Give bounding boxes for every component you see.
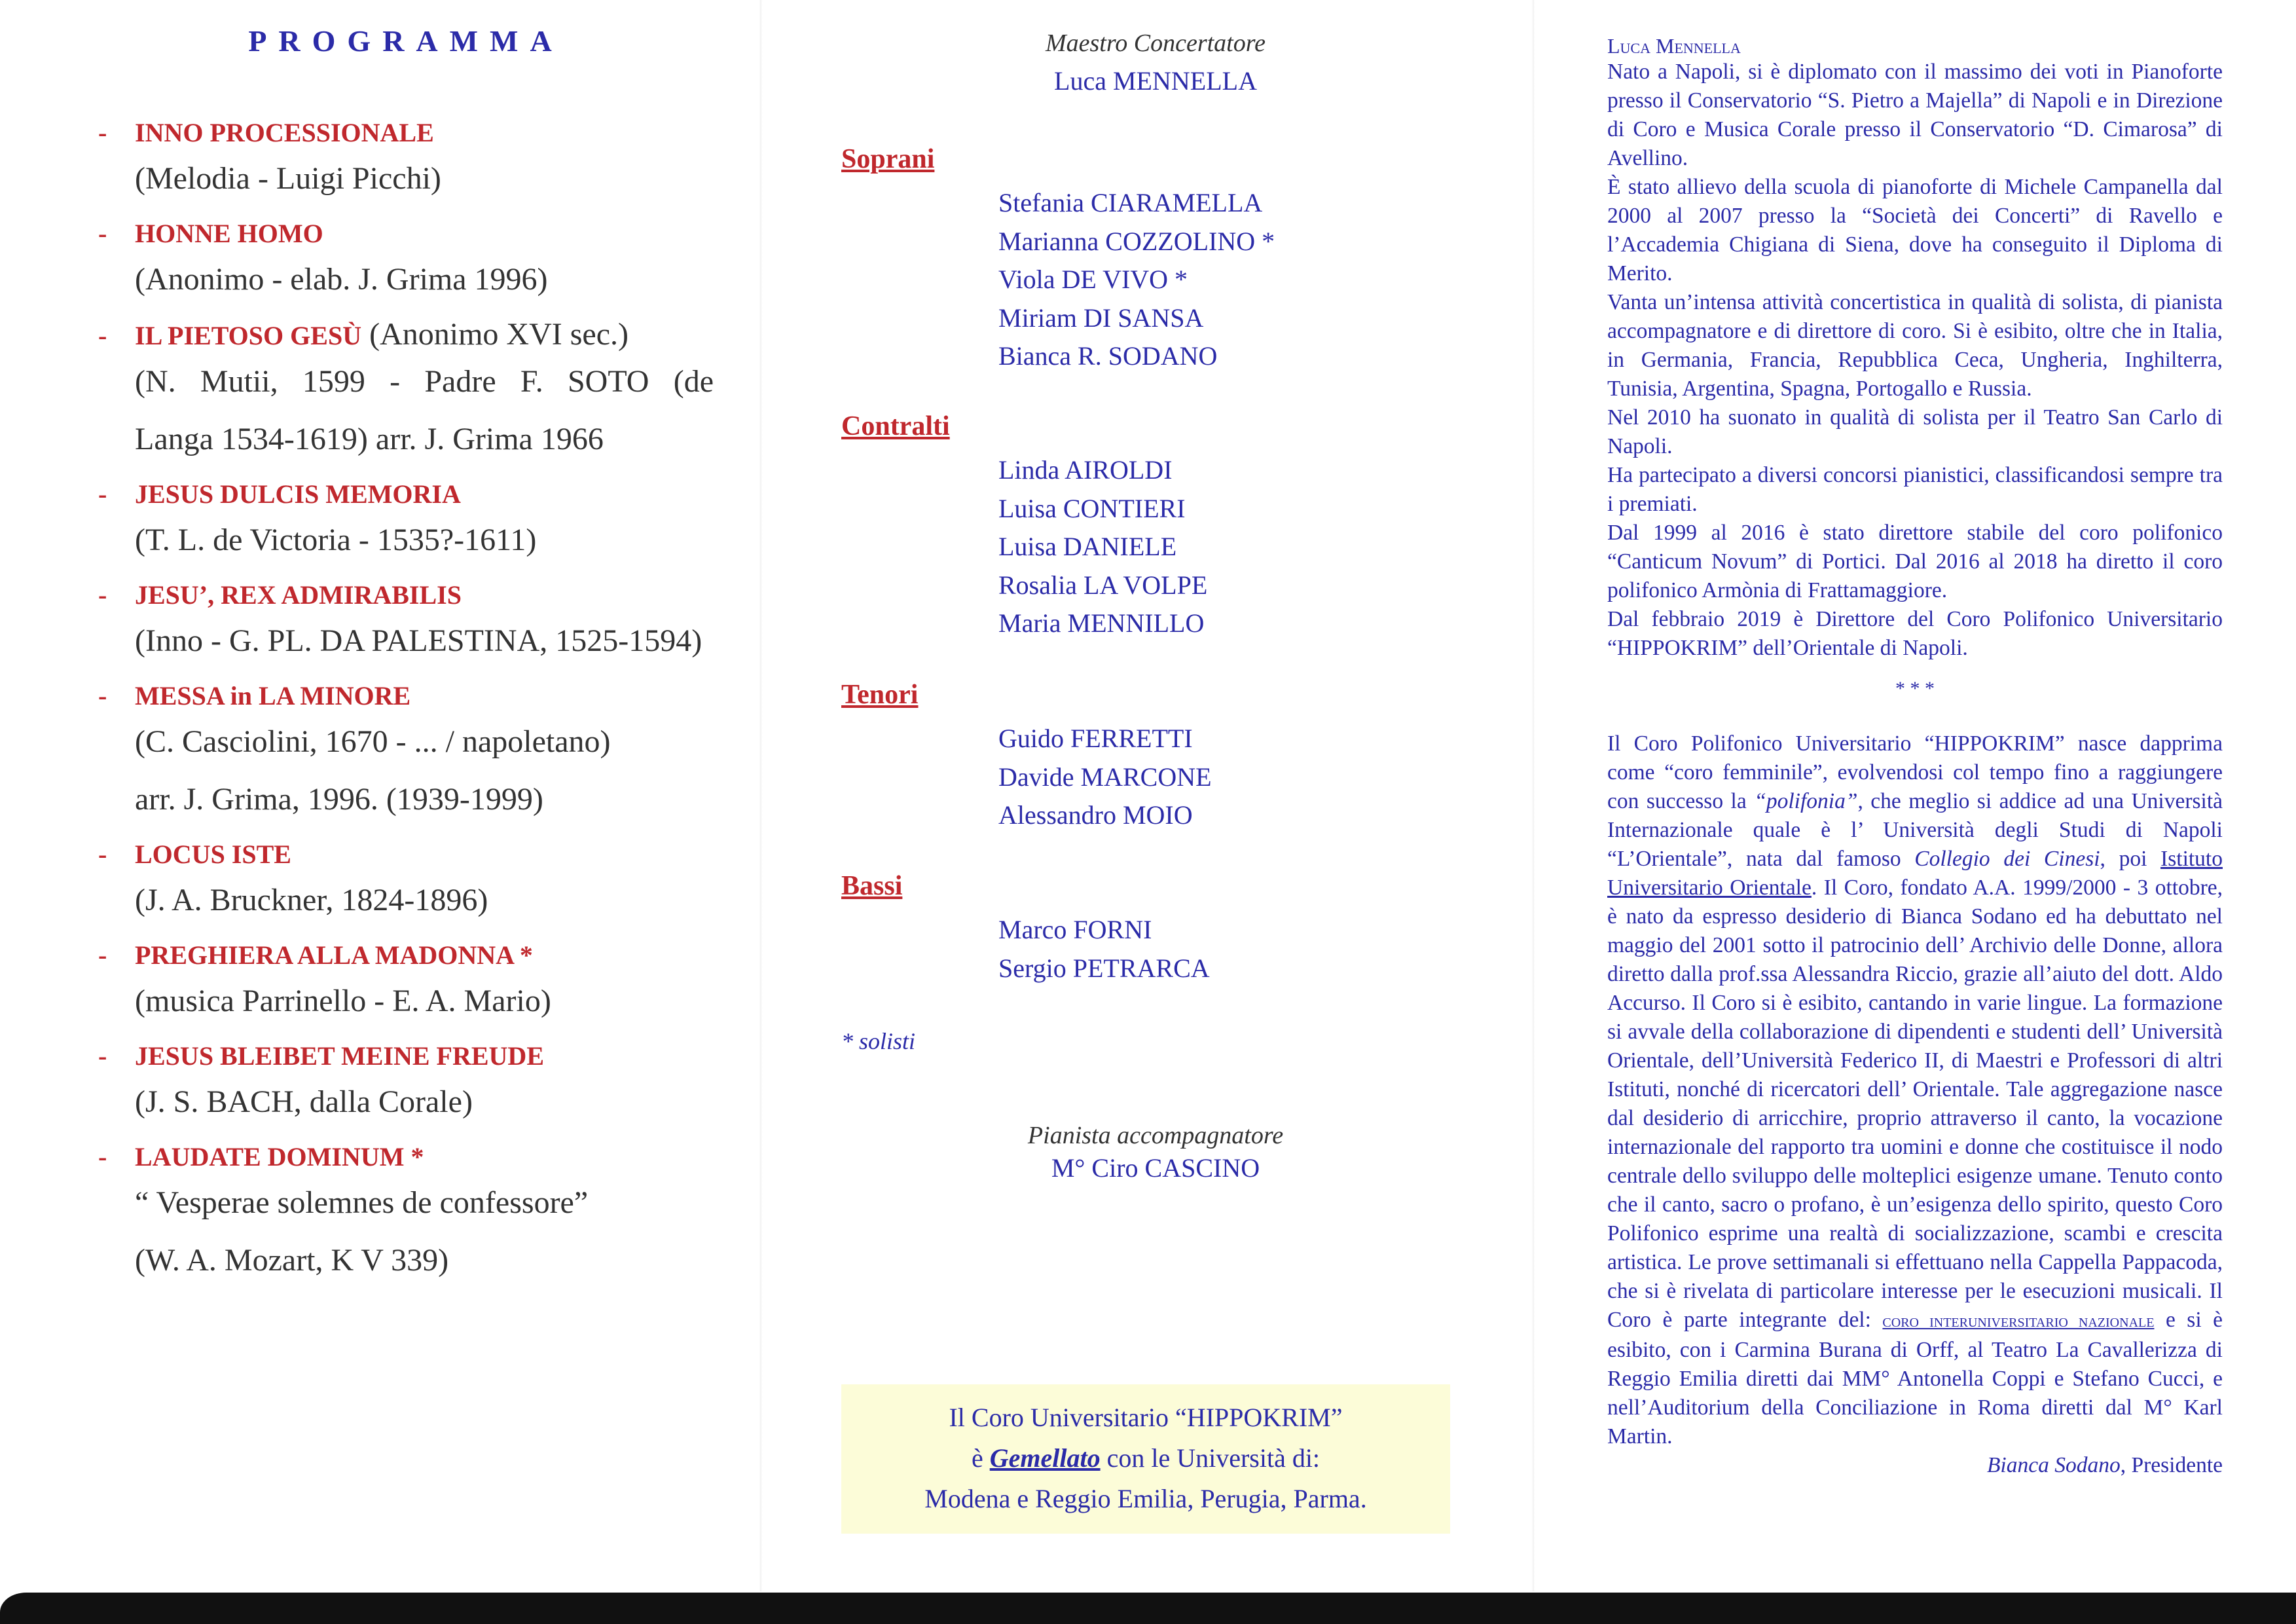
programma-item: [98, 937, 714, 1031]
member: Stefania CIARAMELLA: [998, 188, 1263, 217]
programma-item-heading: [98, 577, 714, 614]
signature-name: Bianca Sodano: [1986, 1453, 2121, 1477]
coro-paragraph: Il Coro Polifonico Universitario “HIPPOKRIM” nasce dapprima come “coro femminile”, evolvendosi col tempo fino a raggiungere con successo la “polifonia”, che meglio si addice ad una Università Internazionale quale è l’ Università degli Studi di Napoli “L’Orientale”, nata dal famoso Collegio dei Cinesi, poi Istituto Universitario Orientale. Il Coro, fondato A.A. 1999/2000 - 3 ottobre, è nato da espresso desiderio di Bianca Sodano ed ha debuttato nel maggio del 2001 sotto il patrocinio dell’ Archivio delle Donne, allora diretto dalla prof.ssa Alessandra Riccio, grazie all’aiuto del dott. Aldo Accurso. Il Coro si è esibito, cantando in varie lingue. La formazione si avvale della collaborazione di dipendenti e studenti dell’ Università Orientale, dell’Università Federico II, di Maestri e Professori di altri Istituti, nonché di ricercatori dell’ Orientale. Tale aggregazione nasce dal desiderio di arricchire, proprio attraverso il canto, la vocazione internazionale del rapporto tra uomini e donne che costituisce il nodo centrale dello sviluppo delle molteplici esigenze umane. Tenuto conto che il canto, sacro o profano, è un’esigenza dello spirito, questo Coro Polifonico esprime una realtà di socializzazione, scambi e crescita artistica. Le prove settimanali si effettuano nella Cappella Pappacoda, che si è rivelata di particolare interesse per le esecuzioni musicali. Il Coro è parte integrante del: coro interuniversitario nazionale e si è esibito, con i Carmina Burana di Orff, al Teatro La Cavallerizza di Reggio Emilia diretti dai MM° Antonella Coppi e Stefano Cucci, e nell’Auditorium della Conciliazione in Roma diretti dal M° Karl Martin.: [1607, 731, 2223, 1449]
list-dash: -: [98, 321, 107, 350]
programma-item: [98, 1139, 714, 1291]
bio-paragraph: Nel 2010 ha suonato in qualità di solista per il Teatro San Carlo di Napoli.: [1607, 405, 2223, 458]
piece-detail: arr. J. Grima, 1996. (1939-1999): [135, 782, 543, 817]
signature-role: , Presidente: [2120, 1453, 2223, 1477]
member: Bianca R. SODANO: [998, 341, 1218, 371]
member: Sergio PETRARCA: [998, 953, 1210, 983]
member: Miriam DI SANSA: [998, 303, 1204, 333]
piece-detail: (J. S. BACH, dalla Corale): [135, 1084, 473, 1119]
section-contralti: [841, 411, 1207, 643]
piece-extra: (Anonimo XVI sec.): [361, 317, 629, 352]
member: Luisa DANIELE: [998, 532, 1177, 561]
piece-title: IL PIETOSO GESÙ: [135, 321, 362, 350]
bio-paragraph: Ha partecipato a diversi concorsi pianistici, classificandosi sempre tra i premiati.: [1607, 463, 2223, 516]
list-dash: -: [98, 940, 107, 970]
member: Viola DE VIVO *: [998, 265, 1188, 294]
piece-title: HONNE HOMO: [135, 219, 323, 248]
section-soprani: [841, 143, 1275, 376]
programma-item-heading: [98, 476, 714, 513]
section-separator: * * *: [1895, 678, 1935, 699]
piece-detail: Langa 1534-1619) arr. J. Grima 1966: [135, 422, 604, 456]
piece-detail: (W. A. Mozart, K V 339): [135, 1243, 449, 1278]
twinning-box: [841, 1384, 1450, 1534]
bio-paragraph: Dal 1999 al 2016 è stato direttore stabile del coro polifonico “Canticum Novum” di Portici. Dal 2016 al 2018 ha diretto il coro polifonico Armònia di Frattamaggiore.: [1607, 521, 2223, 602]
list-dash: -: [98, 1142, 107, 1172]
maestro-name: Luca MENNELLA: [1054, 66, 1257, 96]
list-dash: -: [98, 479, 107, 509]
piece-detail: (Melodia - Luigi Picchi): [135, 161, 441, 196]
piece-title: JESUS BLEIBET MEINE FREUDE: [135, 1041, 544, 1071]
fold-line-left: [759, 0, 762, 1591]
bio-paragraph: Vanta un’intensa attività concertistica in qualità di solista, di pianista accompagnatore e di direttore di coro. Si è esibito, oltre che in Italia, in Germania, Francia, Repubblica Ceca, Ungheria, Inghilterra, Tunisia, Argentina, Spagna, Portogallo e Russia.: [1607, 290, 2223, 401]
programma-item: [98, 215, 714, 310]
bio-name: Luca Mennella: [1607, 34, 1741, 58]
bio-paragraph: Nato a Napoli, si è diplomato con il massimo dei voti in Pianoforte presso il Conservatorio “S. Pietro a Majella” di Napoli e in Direzione di Coro e Musica Corale presso il Conservatorio “D. Cimarosa” di Avellino.: [1607, 60, 2223, 170]
programma-column: [98, 24, 714, 1297]
programma-list: [98, 115, 714, 1291]
member: Luisa CONTIERI: [998, 493, 1186, 523]
piece-detail: (C. Casciolini, 1670 - ... / napoletano): [135, 724, 611, 759]
member: Marianna COZZOLINO *: [998, 226, 1275, 256]
programma-item: [98, 836, 714, 931]
twin-line-2: è Gemellato con le Università di:: [971, 1443, 1321, 1473]
bio-paragraph: È stato allievo della scuola di pianoforte di Michele Campanella dal 2000 al 2007 presso la “Società dei Concerti” di Ravello e l’Accademia Chigiana di Siena, dove ha conseguito il Diploma di Merito.: [1607, 175, 2223, 286]
section-title: Tenori: [841, 680, 919, 710]
twin-line-3: Modena e Reggio Emilia, Perugia, Parma.: [924, 1484, 1367, 1513]
solisti-note: * solisti: [841, 1028, 916, 1054]
member: Guido FERRETTI: [998, 724, 1193, 753]
gemellato-word: Gemellato: [989, 1443, 1101, 1473]
piece-title: JESU’, REX ADMIRABILIS: [135, 580, 462, 610]
section-tenori: [841, 679, 1212, 835]
section-title: Bassi: [841, 871, 903, 901]
fold-line-right: [1532, 0, 1535, 1591]
programma-item: [98, 316, 714, 470]
programma-item: [98, 476, 714, 570]
piece-detail: (J. A. Bruckner, 1824-1896): [135, 883, 488, 917]
programma-item-heading: [98, 678, 714, 714]
member: Linda AIROLDI: [998, 455, 1173, 485]
programma-item-heading: [98, 937, 714, 974]
piece-detail: (Inno - G. PL. DA PALESTINA, 1525-1594): [135, 623, 702, 658]
bio-column: [1607, 34, 2223, 1480]
programma-item-heading: [98, 215, 714, 252]
programma-item-heading: [98, 316, 714, 354]
pianist-label: Pianista accompagnatore: [1027, 1122, 1284, 1149]
programma-item: [98, 678, 714, 830]
list-dash: -: [98, 840, 107, 869]
signature: [1607, 1451, 2223, 1480]
list-dash: -: [98, 118, 107, 147]
maestro-label: Maestro Concertatore: [1046, 29, 1266, 57]
list-dash: -: [98, 1041, 107, 1071]
piece-detail: (Anonimo - elab. J. Grima 1996): [135, 262, 548, 297]
piece-title: JESUS DULCIS MEMORIA: [135, 479, 461, 509]
piece-detail: “ Vesperae solemnes de confessore”: [135, 1185, 589, 1220]
programma-item-heading: [98, 115, 714, 151]
scan-bottom-edge: [0, 1593, 2296, 1624]
programma-item-heading: [98, 1038, 714, 1075]
section-title: Contralti: [841, 411, 950, 441]
bio-paragraph: Dal febbraio 2019 è Direttore del Coro Polifonico Universitario “HIPPOKRIM” dell’Orientale di Napoli.: [1607, 607, 2223, 660]
piece-detail: (T. L. de Victoria - 1535?-1611): [135, 523, 537, 557]
member: Marco FORNI: [998, 915, 1152, 944]
list-dash: -: [98, 580, 107, 610]
programma-title: PROGRAMMA: [248, 24, 564, 58]
piece-title: PREGHIERA ALLA MADONNA *: [135, 940, 533, 970]
programma-item: [98, 115, 714, 209]
list-dash: -: [98, 681, 107, 710]
piece-detail: (musica Parrinello - E. A. Mario): [135, 984, 551, 1018]
piece-title: LAUDATE DOMINUM *: [135, 1142, 424, 1172]
twin-line-1: Il Coro Universitario “HIPPOKRIM”: [949, 1403, 1343, 1432]
member: Alessandro MOIO: [998, 800, 1193, 830]
programma-item: [98, 1038, 714, 1132]
section-title: Soprani: [841, 144, 935, 174]
piece-title: LOCUS ISTE: [135, 840, 291, 869]
member: Maria MENNILLO: [998, 608, 1205, 638]
piece-title: MESSA in LA MINORE: [135, 681, 411, 710]
piece-detail: (N. Mutii, 1599 - Padre F. SOTO (de: [135, 364, 714, 399]
programma-item: [98, 577, 714, 671]
member: Rosalia LA VOLPE: [998, 570, 1208, 600]
list-dash: -: [98, 219, 107, 248]
section-bassi: [841, 870, 1210, 987]
pianist-name: M° Ciro CASCINO: [1051, 1153, 1260, 1183]
piece-title: INNO PROCESSIONALE: [135, 118, 434, 147]
programma-item-heading: [98, 1139, 714, 1175]
programma-item-heading: [98, 836, 714, 873]
member: Davide MARCONE: [998, 762, 1212, 792]
